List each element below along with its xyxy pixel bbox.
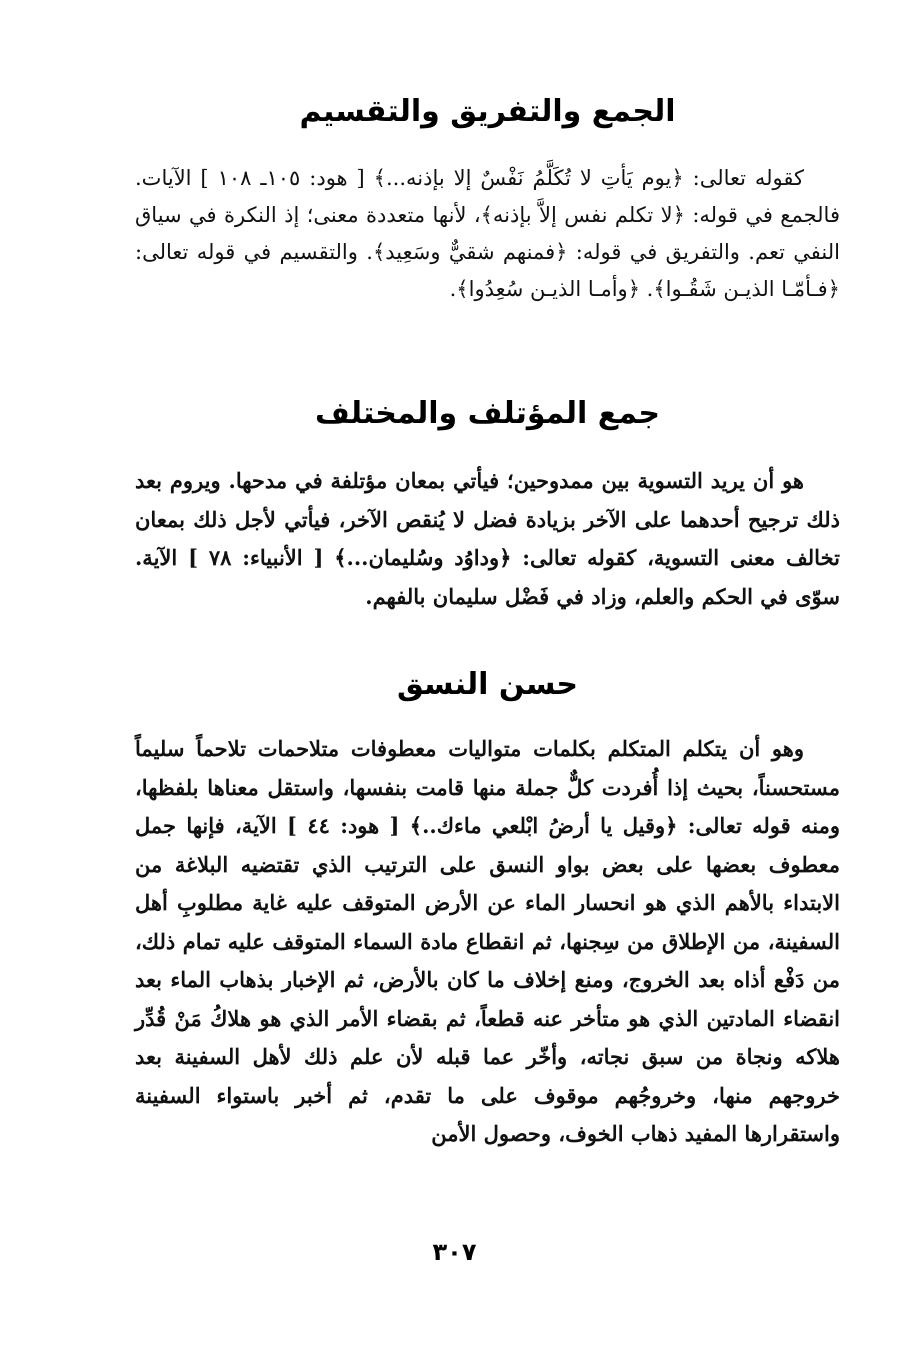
section-title-harmonious-and-differing: جمع المؤتلف والمختلف — [315, 396, 660, 431]
section-paragraph-gathering-separation-division: كقوله تعالى: ﴿يوم يَأتِ لا تُكَلَّمُ نَفْسٌ إلا بإذنه...﴾ [ هود: ١٠٥ـ ١٠٨ ] الآيات. فالجمع في قوله: ﴿لا تكلم نفس إلاَّ بإذنه﴾، لأنها متعددة معنى؛ إذ النكرة في سياق النفي تعم. والتفريق في قوله: ﴿فمنهم شقيٌّ وسَعِيد﴾. والتقسيم في قوله تعالى: ﴿فـأمّـا الذيـن شَقُـوا﴾. ﴿وأمـا الذيـن سُعِدُوا﴾. — [135, 166, 840, 301]
section-paragraph-good-arrangement: وهو أن يتكلم المتكلم بكلمات متواليات معطوفات متلاحمات تلاحماً سليماً مستحسناً، بحيث إذا أُفردت كلٌّ جملة منها قامت بنفسها، واستقل معناها بلفظها، ومنه قوله تعالى: ﴿وقيل يا أرضُ ابْلعي ماءك..﴾ [ هود: ٤٤ ] الآية، فإنها جمل معطوف بعضها على بعض بواو النسق على الترتيب الذي تقتضيه البلاغة من الابتداء بالأهم الذي هو انحسار الماء عن الأرض المتوقف عليه غاية مطلوبِ أهل السفينة، من الإطلاق من سِجنها، ثم انقطاع مادة السماء المتوقف عليه تمام ذلك، من دَفْع أذاه بعد الخروج، ومنع إخلاف ما كان بالأرض، ثم الإخبار بذهاب الماء بعد انقضاء المادتين الذي هو متأخر عنه قطعاً، ثم بقضاء الأمر الذي هو هلاكُ مَنْ قُدِّر هلاكه ونجاة من سبق نجاته، وأخّر عما قبله لأن علم ذلك لأهل السفينة بعد خروجهم منها، وخروجُهم موقوف على ما تقدم، ثم أخبر باستواء السفينة واستقرارها المفيد ذهاب الخوف، وحصول الأمن — [135, 736, 840, 1146]
page-number: ٣٠٧ — [432, 1238, 477, 1266]
section-title-gathering-separation-division: الجمع والتفريق والتقسيم — [299, 94, 676, 129]
section-title-good-arrangement: حسن النسق — [397, 667, 578, 702]
section-paragraph-harmonious-and-differing: هو أن يريد التسوية بين ممدوحين؛ فيأتي بمعان مؤتلفة في مدحها. ويروم بعد ذلك ترجيح أحدهما على الآخر بزيادة فضل لا يُنقص الآخر، فيأتي لأجل ذلك بمعان تخالف معنى التسوية، كقوله تعالى: ﴿وداوُد وسُليمان...﴾ [ الأنبياء: ٧٨ ] الآية. سوّى في الحكم والعلم، وزاد في فَضْل سليمان بالفهم. — [135, 468, 840, 609]
